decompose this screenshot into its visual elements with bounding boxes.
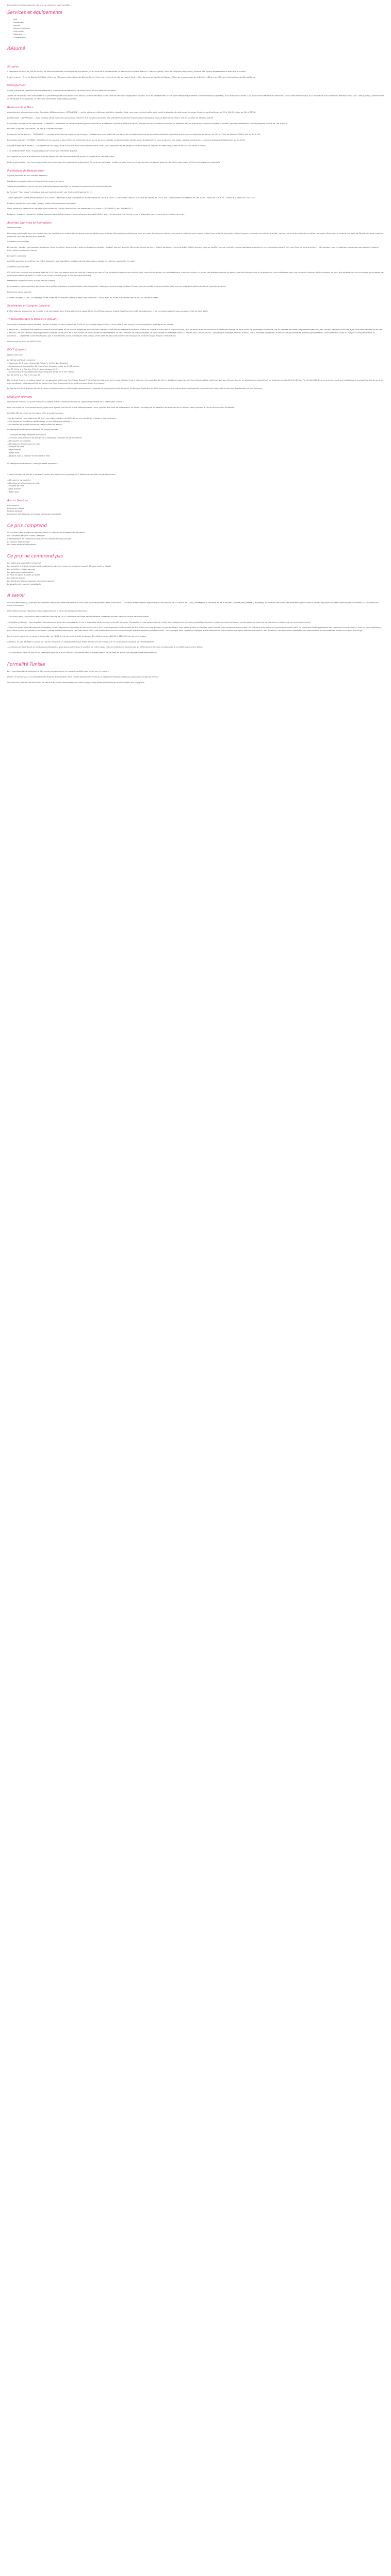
- kitesurf-line: - Décollage et atterrissage de l'aile: [7, 482, 40, 484]
- prestations-paragraph: Boissons servies lors des repas : soupe, sodas et vins tunisiens de qualité.: [7, 202, 76, 205]
- activites-paragraph: Uniquement pour adultes :: [7, 291, 32, 293]
- service-item: • Piscine: [13, 25, 384, 28]
- kitesurf-line: - Les cours sont des cours de groupe de 2 élèves par moniteur et par moniteurs,: [7, 437, 83, 439]
- prestations-paragraph: La formule " Tout inclus" n'implique pas que tout est gratuit, voir le descriptif suivant tel tel :: [7, 191, 94, 194]
- services-title: Services et équipements: [7, 10, 62, 15]
- kitesurf-line: - Navigue avec la planche et remonter le vent.: [7, 454, 51, 457]
- a-savoir-paragraph: Les prix sont exprimés en euros et la compter de 15h00 le jour de votre arrivée et doivent être libérées avant 11h00 le 12h00 le jour de votre départ.: [7, 635, 147, 637]
- ne-comprend-item: Le supplément chambre individuelle: [7, 583, 41, 585]
- situation-paragraph: Il est à environ : 8 km du Djerba Golf Club, 10 km de l'Aéroport International de Djerba-Zarzis, 11 km du centre de la ville de Houmt Souk, 16 km du cœur de la ville de Midoun, 24 km de la synagogue de la Ghriba et 22 km de l'Aéroport International de Djerba-Zarzis: [7, 76, 255, 78]
- activites-subtitle: Infrastructures: [7, 227, 21, 229]
- activites-title: Activités Sportives et Animations: [7, 221, 52, 225]
- ne-comprend-item: Les boissons et le tout inclus(hors des catégories ad'mirexs pourront intervenir jusqu'à 30 jours avant le départ: [7, 565, 111, 568]
- golf-title: GOLF (payant): [7, 348, 27, 352]
- restaurants-paragraph: Lounge Moyen Bar • MORKA : « au centre de son lobby, situé d'un salon et de mouchard doublé au bleu, vous proposera toute design et mondial dans un Seydoul et cadre cosy, boissons et cocktails de 9h à minuit.: [7, 144, 206, 147]
- kitesurf-line: - Water start,: [7, 451, 20, 454]
- a-savoir-paragraph: - En basse saison, en fonction des conditions climatiques, ou si l'affluence de l'hôtel est insuffisante, certaines activités peuvent ne pas être disponibles.: [7, 615, 150, 618]
- service-item: • Climatisation: [13, 37, 384, 40]
- kitesurf-paragraph: Le descriptif de la formule 3 demi-journées proposée :: [7, 463, 58, 465]
- activites-paragraph: En journée : aérobic, gymnastique aquatique (selon la météo), beach-volley, water-polo (saison estivale), football, tournois sportifs, fléchettes, tennis sur terre, billard, pétanque, tennis de table, billard (payant), jeux de société, jeux de cocktails, sports nautiques motorisés et non motorisés (payant) très mini (tour du mois d'octobre) : ski nautique, sports nautiques, parachute ascensionnel, banane-boat, sortie en bateau à moteur.: [7, 246, 380, 251]
- a-savoir-paragraph: - Les photos et illustrations ne sont pas contractuelles. Nous avons notre demi le meilleur de notre mieux mais les indications fournies par les hôtels peuvent ne pas correspondre à la réalité lors de votre séjour.: [7, 646, 203, 649]
- activites-subtitle: Animation pour adultes: [7, 241, 29, 243]
- autres-services-title: Autres Services: [7, 499, 28, 502]
- seminaires-title: Séminaires et Congrès (payant): [7, 304, 50, 308]
- activites-paragraph: En soirée : bien-être: [7, 255, 26, 257]
- kitesurf-line: - Nage tractée,: [7, 449, 22, 451]
- prestations-paragraph: Diner dîners par personne et par séjour (de minimum 7 nuits) dans l'un de nos restaurants à la carte « ZAFFERANO » et « FLAMINGO ».: [7, 208, 134, 210]
- kitesurf-paragraph: Certifiée IKO, ce centre de formation offre à ses kitesurfeurs :: [7, 412, 64, 414]
- thalasso-title: Thalassothérapie & Bien-être (payant): [7, 318, 59, 321]
- kitesurf-paragraph: Le descriptif de la formule terrestre de stage proposée :: [7, 428, 60, 431]
- prestations-paragraph: Toutes les prestations qui ne sont pas précisées dans le descriptif ne sont pas incluses dans la formule internale.: [7, 185, 112, 188]
- a-savoir-paragraph: Informations plan de réduction enfant applicable sur la carte des tarifs promotionnels.: [7, 610, 88, 613]
- resume-title: Résumé: [7, 46, 25, 52]
- ce-prix-comprend-title: Ce prix comprend: [7, 523, 47, 529]
- restaurants-paragraph: Restaurant et bar piscine – TURQUOISE : « au pied et au bord de la piscine de la plage, ce restaurant vous séduit de son savoir de la méditerranée et de sa cuisine artistique disponible le soir, pour un déjeuner et dîners, de 12h à 17h et de 19h00 à 23h00. Bar de 9h à 19h.: [7, 133, 261, 136]
- golf-line: - Un parcours de compétition 18 trous d'une longueur totale de 6 192 mètres: [7, 365, 79, 367]
- formalites-title: Formalité Tunisie: [7, 662, 45, 667]
- a-savoir-paragraph: Attention, en cas de départ ou date de l'heure convenue, un supplément risque d'être facturé lors de "check-out" le coût service exclusive de l'établissement.: [7, 640, 155, 643]
- golf-line: Le Djerba Golf Club comprend :: [7, 359, 37, 362]
- activites-subtitle: Animation pour enfants: [7, 266, 29, 268]
- kitesurf-line: - Un spot parfait : une lagune de 32 km², une plage privative de 800 mètres, une eau tiède, chaude et peu profonde ;: [7, 417, 117, 420]
- ne-comprend-item: Les activités et loisirs payants: [7, 568, 36, 570]
- activites-paragraph: Gymnastique, gym aquatique, tennis sur terre battue, pétanque, tennis de table, tournois sportifs, water-polo, beach-volley, football, fitness, jeux de société, jeux de sociétés, club pour les enfants au Djerba Golf Club (navette gratuite).: [7, 285, 226, 288]
- autres-service-item: Connexion wifi dans tous les locaux et chambres (gratuit): [7, 513, 61, 516]
- service-item: • Piscine extérieure: [13, 27, 384, 30]
- ne-comprend-item: Les assurances optionnelles: [7, 571, 34, 573]
- kitesurf-features: [7, 417, 384, 426]
- ne-comprend-pas-title: Ce prix ne comprend pas: [7, 554, 63, 560]
- hebergement-title: Hébergement: [7, 84, 26, 88]
- thalasso-paragraph: Ouvert tous les jours de 8h30 à 19h.: [7, 340, 41, 343]
- a-savoir-paragraph: Si vous partez seul(e), votre prix en chambre individuelle sera réévalué et le calcul est automatiquement dans votre devis. - Les tarifs enfants seront appliqués pour les enfants de 2 à moins de 12 ans, partageant la chambre de deux adultes. Si votre (vos) enfant(s) est (été)s) au moment des dates des transferts âgés ci-dessus, le tarif appliqué sous sera communiqué au moment du lancement de votre commande.: [7, 601, 379, 607]
- golf-paragraph: Élu en deux 9 parts, le golfeur découvre nos parcours signés par l'architecte Ronald Fream (Harriner Harmen, qui a voulu valoriser tout le charme et le caractère de l'île et, des Dunes blanches, des lacs d'eaux salées, dotées en vue sur l'éponge la mer, un déploiement garantit sur les trois parcours du Golf de Djerba. Par l'intégralité de sa conception, son tracé exceptionnel, la qualité de ses terrains, sa mer scintillante, et la diversité de sa faune et sa flore, le parcours a du goût permanent tous les joueurs.: [7, 379, 383, 384]
- golf-line: Par 72 (9 Par 4, 6 Par 3 et 3 Par 5) avec un slope 124: [7, 368, 57, 370]
- activites-paragraph: Activités sportives à l'extérieur de l'hôtel (payant) : golf, équitation, balade à dos de dromadaire, balade en calèche, randonnée en quad.: [7, 260, 135, 263]
- service-item: • Restaurant: [13, 22, 384, 25]
- golf-line: - Un parcours 9 trous additionnel d'une longueur totale de 2 743 mètres: [7, 371, 75, 374]
- kitesurf-paragraph: Implanté en Tunisie, sur place retrouvez à Djerba grâce à l'aventure heureuse, l'agence spécialiste de la destination Tunisie !: [7, 401, 124, 403]
- golf-details: [7, 359, 384, 377]
- golf-subtitle: Djerba Golf Club: [7, 353, 23, 356]
- thalasso-paragraph: Il est pourvu : d'une piscine intérieure ludique d'eau de mer, d'une piscine intérieure d'eau de mer chauffée d'une piscine extérieure de tonus marins de longueur avec bains à remous et jets, d'un solarium avec mezzanine d'un hammam oriental de deux salles de gommage traditionnel, de dix cabines de balnéo d'hydromassage multi-jets, de trois cabines de douche à jet, de quatre cabines de douche à affusion, de huit cabines d'enveloppement d'algues ou de boue de la mer morte, de trois cabines de cryothérapie, de deux cabines de pressothérapie, de trois cabines de massage SHIATSU, THONG MO, CHI NEI TSANG, Ayurvédique Massage Balinais, Kobido, Tuina, massage thaïlandais, mains de vie ayurvédiques, Réflexologie plantaire, Soins orientaux, soins du visage à la radiofréquence et confusion... - CELLU M6, soins esthétiques, Spa 3 monde Paris, soins esthétiques THALGO (2), d'une salle de repos ainsi que d'une boutique de produits Thalgo et Spa 3 monde Paris.: [7, 329, 382, 337]
- kitesurf-paragraph: 3 demi-journées de kite de 4 heures (2 heures par jour) cours en groupe de 2 élèves par moniteur et par instructeur.: [7, 473, 116, 476]
- restaurants-paragraph: Code vestimentaire : une tenue appropriée est exigée dans les espaces de restauration. Ne sont pas autorisés : maillot de bain, torse nu, tenue de bain, pieds nus, peignoir. Sur la terrasse, robes d'été et bermudas sont autorisés.: [7, 161, 221, 163]
- kitesurf-stage-lines: [7, 434, 384, 457]
- comprend-item: Le vol aller / retour opéré au régulier, direct ou avec escale à destination de Djerba: [7, 532, 85, 534]
- prestations-paragraph: Prestations comprises dans la formule tout compris premium: [7, 180, 64, 182]
- prestations-title: Prestations de Restauration: [7, 169, 45, 173]
- formalites-paragraph: Dès le 1er janvier 2015, les ressortissants français à destination de la Tunisie devront être munis d'un passeport français valide (voir pays après la date de retour).: [7, 675, 159, 678]
- comprend-item: Les taxes aéroport obligatoires: [7, 544, 36, 546]
- service-item: • Wifi: [13, 19, 384, 22]
- ce-prix-comprend-list: [7, 532, 384, 547]
- prestations-paragraph: - petit-déjeuner : buffet (restaurant) de 7h à 10h30 - déjeuner buffet sous réserve, à une cuisine de 12h30 à 14h30 - snack dîner 16h00 à 17h30 et en heures de 17h à 18h - dîner buffet sous réserve de 19h à 22h - snack de 22h à 2h - cuisine à la carte de 12h à 23h.: [7, 196, 255, 199]
- kitesurf-line: - Water start: [7, 490, 19, 493]
- kitesurf-paragraph: Pour une initier ou vous perfectionner, optez pour Djerba, une fin sur le site héberge idéale ! pour, profiter d'un spot de prédilection. Au choix, : un stage de six sessions de deux heures ou de trois demi-journées à l'école de formation Globalkite.: [7, 406, 235, 409]
- comprend-item: Les transferts aéroport / hôtel / aéroport: [7, 535, 45, 537]
- prestations-paragraph: Boissons : boissons chaudes et froides, boissons alcoolisées locales et internationales de qualité (bière, vin...) les alcools à tout le tout compris disponible dans chacun de nos points de vente.: [7, 213, 185, 216]
- golf-paragraph: Le Djerba Golf Club dispose d'un Club House central en dans un style arabo-mauresque et composé de trois espaces Hall d'accueil, ProShop et Snake-Bar. Le Club House ouvre sur une terrasse panoramique, aménée toute la journée et donnant directement sur nos parcours.: [7, 387, 263, 390]
- kitesurf-title: KITESURF (Payant): [7, 396, 32, 399]
- kitesurf-line: - Décollage et atterrissage de l'aile,: [7, 443, 41, 445]
- a-savoir-paragraph: - Prestations à titre(s) : les cotisations et boissons ne sont pas comprises sur le vol si intermède aérien lors des vols aller et retour. Cependant il vous est possible de choisir vos cotisations et boissons proposées à la carte, à régler directement auprès de l'équipage ou avant ou de paiement en espèce et en euros uniquement).: [7, 621, 311, 623]
- restaurants-paragraph: Restaurant Lounge bar et café maure : FLAMINGO : restaurant au décor moderne type de mobilier et accessoires tunisien d'Afrique du Nord, lounge bar avec animation musicale en extérieur et café maure aux boissons chaudes et froides, liqueurs orientales et chicha (narguilé) ouvert de 19h à minuit.: [7, 122, 288, 125]
- autres-services-list: [7, 504, 384, 516]
- kitesurf-line: - 12 heures de stage réparties sur 6 jours,: [7, 434, 46, 436]
- kitesurf-line: - Un matériel de qualité renouvelé chaque début de saison.: [7, 423, 63, 426]
- kitesurf-line: - Pilotage de l'aile,: [7, 446, 25, 448]
- restaurants-paragraph: Les horaires et jours d'ouverture de tous les restaurants et bars peuvent être soumis à modification selon la saison.: [7, 156, 115, 158]
- product-description-page: [0, 0, 391, 692]
- ne-comprend-item: La taxe de séjour à régler sur place: [7, 574, 40, 577]
- service-item: • Télévision: [13, 33, 384, 37]
- activites-paragraph: VIC kid's club : réservé aux enfants âgés de 4 à 12 ans, cet espace situé au bord de la mer et au cœur d'une pinterelle composé une salle de jeux, une salle de sieste, un mini restaurant, une mini-cuisine, un préau, des ateliers peinture et dessin, une salle de spectacle et de projection, des ordinateurs avec une connexion Internet et des consoles de jeux. Nos enfants sont pris en charge et encadrés par une équipe dédiée de 9h00 à 12h00 et de 14h00 à 18h00 (jusqu'à 22h en saison estivale).: [7, 271, 384, 277]
- services-list: [7, 19, 384, 39]
- kitesurf-line: - Découverte du matériel: [7, 479, 31, 481]
- autres-service-item: Parking (gratuit): [7, 510, 23, 513]
- tab-links-line[interactable]: Description Ce prix comprend / Ce prix ne comprend pas Formalités: [7, 4, 71, 6]
- ne-comprend-item: Les frais de dossier: [7, 577, 25, 580]
- situation-paragraph: À l'extrême nord-est de l'île de Djerba, en amont de la route touristique de Sidi Mahrez, et au bord de la Méditerranée, le Radisson Blu Palace Resort & Thalasso Djerba, hôtel de catégorie cinq étoiles, propose des séjours délassement et bien-être à souhait.: [7, 70, 247, 73]
- thalasso-paragraph: Sun royal et superbe centre Alimété Thalasso s'étend sur deux niveaux et 3 500 m². Accessible depuis l'hôtel, il vous offre le des soins et cures complets et spécifiques de qualité.: [7, 323, 174, 326]
- hebergement-paragraph: L'hôtel dispose de chambres doubles (Standard, Supérieures et Premium), de suites Junior et de suites Ambassadeur.: [7, 89, 117, 92]
- prestations-paragraph: Séjours proposés en tout compris premium: [7, 174, 47, 177]
- ne-comprend-item: Les éventuels frais de bagages selon la compagnie: [7, 580, 55, 582]
- kitesurf-line: - Pilotage de l'aile: [7, 485, 24, 487]
- a-savoir-paragraph: - Selon les règles internationales de l'hôtellerie, votre chambre est disponible à partir de 14h ou 15h et votre logement rendu à partir de 11h le jour de votre arrivée. Le jour du départ, vous devez quitter la chambre avant midi et votre logement rendu avant 10h, même si votre retour ne survient prévu plus tard. De nombreux hôtels présentent des chambres-consultation(s), avec ou sans supplément, pour votre confort à l'arrivée ou au départ ; garder votre chambre plus tard (late check out) : une chambre de jour pour vous changer avant le transfert (courtesy room) : une consigne pour ranger vos bagages avant détention de votre chambre ou après libération de celle-ci, etc. Toutefois, ces stipulations dépendent des disponibilités et circonstances locales et ne peut être exigé.: [7, 626, 382, 632]
- ne-comprend-pas-list: [7, 562, 384, 586]
- restaurants-paragraph: Agréablement et gastronomes Les Comptoirs Méditerranéens : CERAMIQUE : « petits déjeuner et dîners en buffets, chaud et froid, genres en mets et petits plats variés à déguster de salle ou en terrasse. Horaires : petit-déjeuner de 7h à 10h30 - dîner de 19h à 22h30.: [7, 111, 256, 114]
- restaurants-paragraph: Beach Bar & Drinks • ELVIMAT : la tolérance de tous sur la plus offerte de la Grande bleue, sur la terrasse parfaite et dans un cadre habite salons & balançoires, nous proposent des sodas, paninis, hamburgers, crêpes et boissons désaltérantes de 9h à 19h.: [7, 139, 246, 141]
- situation-title: Situation: [7, 65, 20, 69]
- kitesurf-halfday-lines: [7, 479, 384, 494]
- golf-line: Par 35 (6 Par 4, 2 Par 3, et 1 par 5): [7, 374, 40, 376]
- activites-paragraph: Prestations comprises dans la formule tout compris: [7, 280, 55, 282]
- restaurants-paragraph: Buffet Italien – ZAFFERANO : - Avec terrasse jardin, une salle aux parfum ombre et aux lumières tamisées, des spécialités italiennes et une cuisine développe pour un déjeuner de midi à 15h, et un dîner de 19h00 à 22h30.: [7, 116, 214, 119]
- kitesurf-line: - Nage tractée: [7, 488, 21, 490]
- activites-paragraph: Alimété Thalasso & Spa : un massage d'une durée de 25 minutes offert par séjour (de minimum 7 nuits) avec un accès à la piscine eau de mer du centre thalasso.: [7, 296, 159, 299]
- formalites-paragraph: Les ressortissants français doivent être munis d'un passeport en cours de validité pour entrer sur le territoire.: [7, 670, 110, 673]
- seminaires-paragraph: L'hôtel dispose d'un centre de congrès et de séminaires avec 8 des salles d'une capacité de 15 à 300 personnes, toutes équipées d'un matériel audiovisuel et de connexion adaptée pour un accès internet haut débit.: [7, 310, 208, 312]
- activites-paragraph: Une plage aménagée avec son espace pour les familles avec enfants et un espace pour les adultes sans enfants, deux piscines extérieures, dont une avec bassin pour enfants, une piscine intérieure avec bassin intégré pour enfants, (parasols, chaises longues, matelas et serviettes gratuits), quatre courts de tennis en terre battue, un sauna, deux bains à remous, une salle de fitness, une base nautique (payante), une aire de jeux pour enfants.: [7, 232, 384, 238]
- restaurants-paragraph: « LE DJERBA FRESH BAR : à quelques pas de l'un de vos chambres d'aparts.: [7, 150, 78, 152]
- kitesurf-line: - Une équipe de moniteurs expérimentés et une pédagogie adaptée ;: [7, 420, 72, 423]
- autres-service-item: Conciergerie: [7, 504, 19, 506]
- restaurants-title: Restaurants & Bars: [7, 106, 34, 109]
- comprend-item: L'hébergement en chambre double pour le nombre de nuits choisies: [7, 537, 71, 540]
- ne-comprend-item: Les dépenses à caractère personnel: [7, 562, 41, 565]
- restaurants-paragraph: Horaire Lounge et café maure : de 18h à 2 heures du matin.: [7, 128, 63, 130]
- a-savoir-title: A savoir: [7, 593, 25, 599]
- kitesurf-line: - Découverte du matériel,: [7, 439, 31, 442]
- hebergement-paragraph: Toutes les chambres sont climatisées et la grande majorité sont dotées d'un balcon ou d'une terrasse, d'une salle de bain avec baignoire et douche, d'un WC indépendant, d'une ligne téléphonique directe (communications payantes), d'un téléviseur à écran LCD, d'un accès Internet haut débit WiFi, d'un coffre-électronique, d'un minibar et d'un coffre-fort. Reservez nous 24h. Café (payant), blanchisserie et nettoyage à sec (payant). Ils bébé (sur demande), baby-sitting (payant).: [7, 95, 384, 100]
- comprend-item: La pension sélectionnée: [7, 540, 30, 543]
- service-item: • Club enfant: [13, 30, 384, 33]
- formalites-link-paragraph[interactable]: Vous pouvez consulter les formalités de santé et de police nécessaires pour votre voyage : http://www.diplomatie.gouv.fr/fr/conseils-aux-voyageurs: [7, 681, 145, 684]
- autres-service-item: Bureau de change: [7, 507, 24, 510]
- golf-line: - 3 parcours de 9 trous chacun (Le Palmiers, Le Mer, Les Acacias): [7, 362, 68, 364]
- a-savoir-paragraph: - Les indications dans les prix et les descriptifs figurant sur ce site sont transmises par nos partenaires et ne peuvent en aucun cas engager notre responsabilité.: [7, 652, 157, 654]
